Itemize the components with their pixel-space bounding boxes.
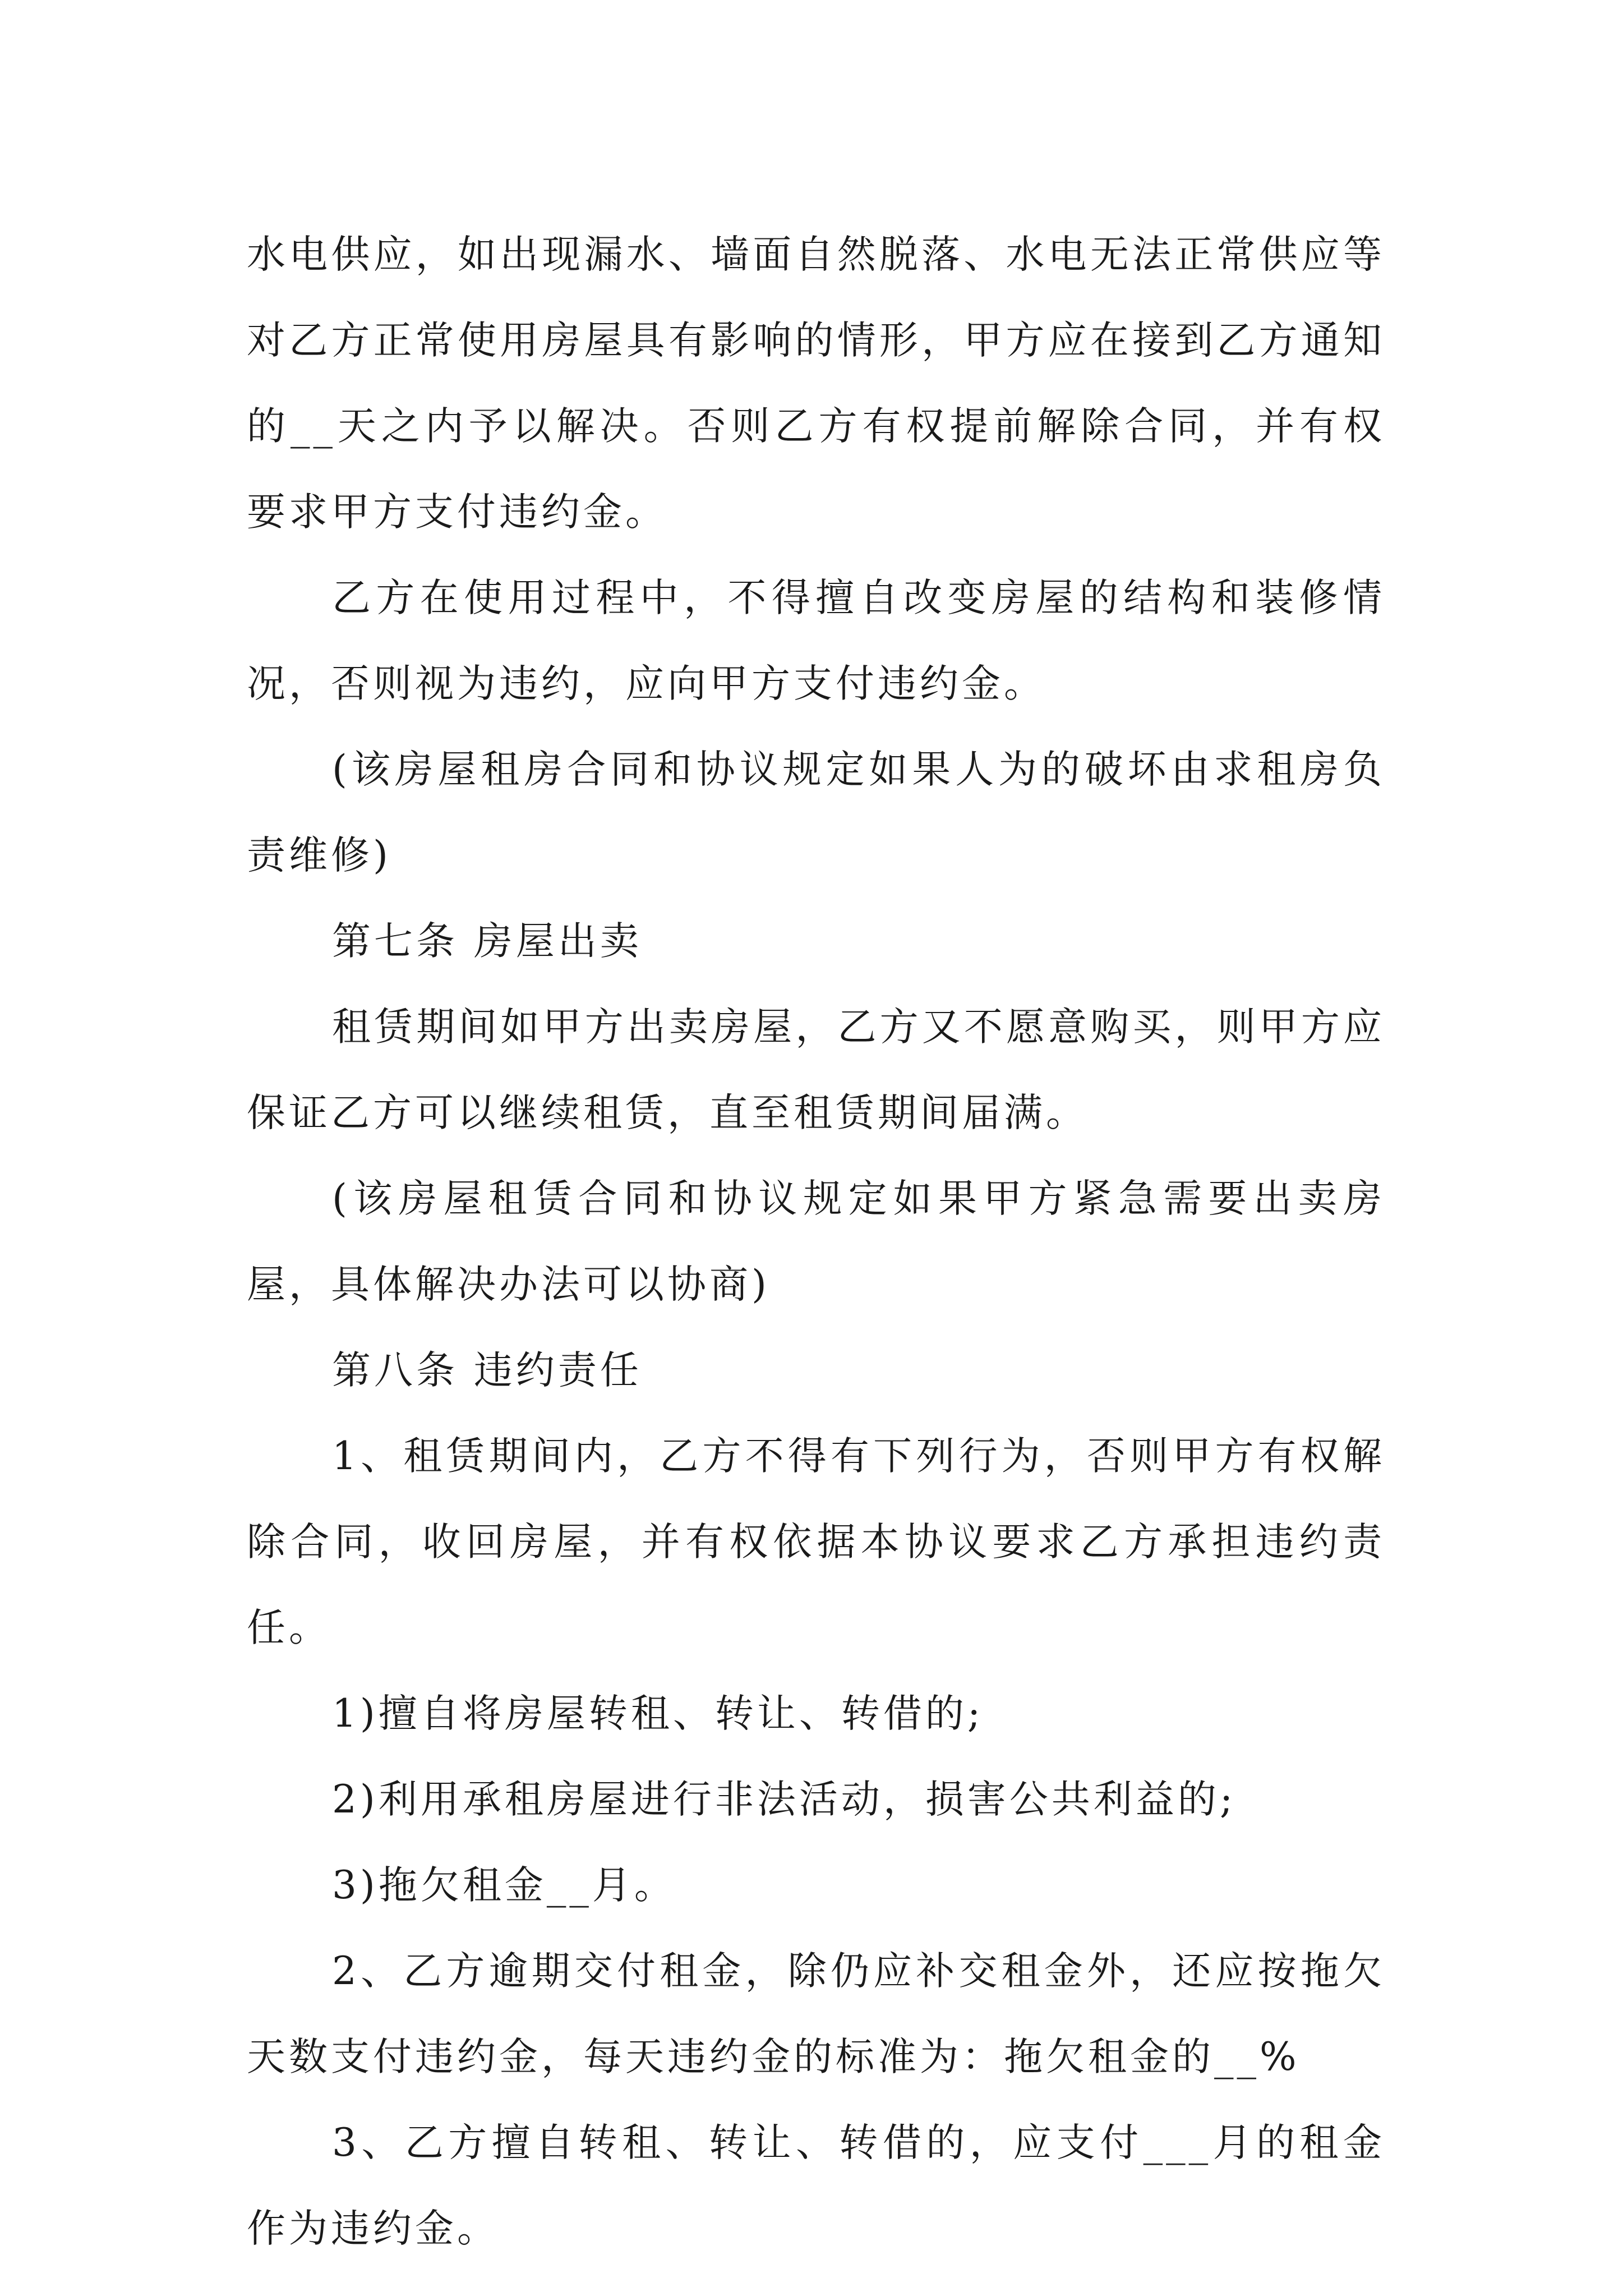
paragraph: 3、乙方擅自转租、转让、转借的，应支付___月的租金作为违约金。 bbox=[247, 2120, 1385, 2251]
list-item: 2)利用承租房屋进行非法活动，损害公共利益的; bbox=[332, 1777, 1237, 1822]
paragraph: 1、租赁期间内，乙方不得有下列行为，否则甲方有权解除合同，收回房屋，并有权依据本协议要求乙方承担违约责任。 bbox=[247, 1434, 1385, 1650]
section-heading: 第八条 违约责任 bbox=[332, 1348, 642, 1393]
paragraph: 乙方在使用过程中，不得擅自改变房屋的结构和装修情况，否则视为违约，应向甲方支付违约金。 bbox=[247, 576, 1385, 706]
paragraph: 租赁期间如甲方出卖房屋，乙方又不愿意购买，则甲方应保证乙方可以继续租赁，直至租赁期间届满。 bbox=[247, 1005, 1385, 1135]
document-body bbox=[247, 212, 1385, 2272]
list-item: 3)拖欠租金__月。 bbox=[332, 1863, 676, 1908]
list-item: 1)擅自将房屋转租、转让、转借的; bbox=[332, 1691, 984, 1736]
section-heading: 第七条 房屋出卖 bbox=[332, 919, 642, 964]
paragraph: 2、乙方逾期交付租金，除仍应补交租金外，还应按拖欠天数支付违约金，每天违约金的标准为：拖欠租金的__% bbox=[247, 1949, 1385, 2079]
paragraph: (该房屋租赁合同和协议规定如果甲方紧急需要出卖房屋，具体解决办法可以协商) bbox=[247, 1176, 1385, 1307]
paragraph: (该房屋租房合同和协议规定如果人为的破坏由求租房负责维修) bbox=[247, 747, 1385, 878]
paragraph: 水电供应，如出现漏水、墙面自然脱落、水电无法正常供应等对乙方正常使用房屋具有影响的情形，甲方应在接到乙方通知的__天之内予以解决。否则乙方有权提前解除合同，并有权要求甲方支付违约金。 bbox=[247, 232, 1385, 535]
